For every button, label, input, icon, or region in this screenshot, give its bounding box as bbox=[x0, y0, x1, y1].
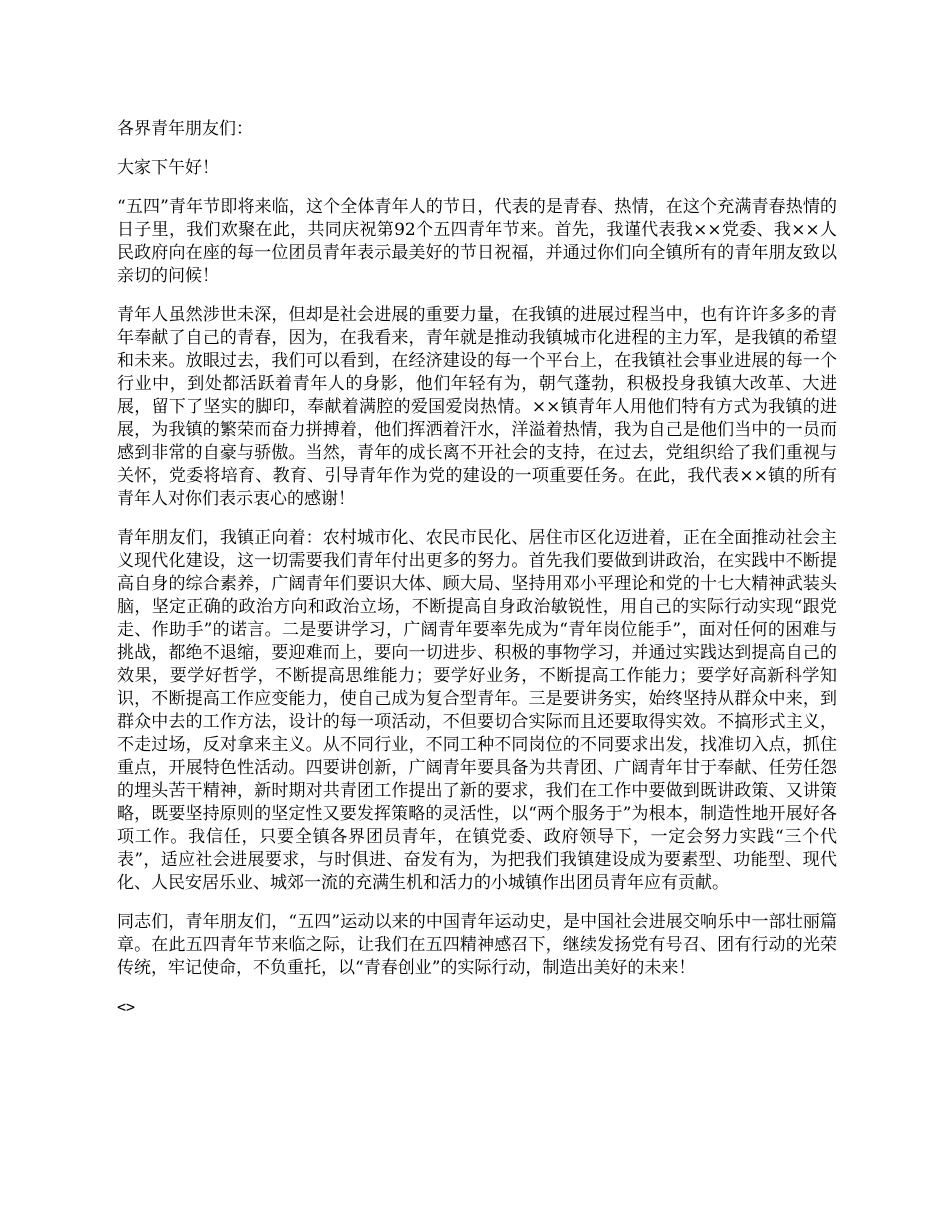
end-mark: <> bbox=[117, 998, 136, 1016]
paragraph-opening: “五四”青年节即将来临，这个全体青年人的节日，代表的是青春、热情，在这个充满青春热情的日子里，我们欢聚在此，共同庆祝第92个五四青年节来。首先，我谨代表我××党委、我××人民政府向在座的每一位团员青年表示最美好的节日祝福，并通过你们向全镇所有的青年朋友致以亲切的问候！ bbox=[117, 197, 837, 286]
greeting: 各界青年朋友们： bbox=[117, 119, 253, 139]
paragraph-four-requirements: 青年朋友们，我镇正向着：农村城市化、农民市民化、居住市区化迈进着，正在全面推动社会主义现代化建设，这一切需要我们青年付出更多的努力。首先我们要做到讲政治，在实践中不断提高自身的综合素养，广阔青年们要识大体、顾大局、坚持用邓小平理论和党的十七大精神武装头脑，坚定正确的政治方向和政治立场，不断提高自身政治敏锐性，用自己的实际行动实现“跟党走、作助手”的诺言。二是要讲学习，广阔青年要率先成为“青年岗位能手”，面对任何的困难与挑战，都绝不退缩，要迎难而上，要向一切进步、积极的事物学习，并通过实践达到提高自己的效果，要学好哲学，不断提高思维能力；要学好业务，不断提高工作能力；要学好高新科学知识，不断提高工作应变能力，使自己成为复合型青年。三是要讲务实，始终坚持从群众中来，到群众中去的工作方法，设计的每一项活动，不但要切合实际而且还要取得实效。不搞形式主义，不走过场，反对拿来主义。从不同行业，不同工种不同岗位的不同要求出发，找准切入点，抓住重点，开展特色性活动。四要讲创新，广阔青年要具备为共青团、广阔青年甘于奉献、任劳任怨的埋头苦干精神，新时期对共青团工作提出了新的要求，我们在工作中要做到既讲政策、又讲策略，既要坚持原则的坚定性又要发挥策略的灵活性，以“两个服务于”为根本，制造性地开展好各项工作。我信任，只要全镇各界团员青年，在镇党委、政府领导下，一定会努力实践“三个代表”，适应社会进展要求，与时俱进、奋发有为，为把我们我镇建设成为要素型、功能型、现代化、人民安居乐业、城郊一流的充满生机和活力的小城镇作出团员青年应有贡献。 bbox=[117, 528, 837, 893]
document-page bbox=[117, 118, 837, 1035]
paragraph-closing: 同志们，青年朋友们，“五四”运动以来的中国青年运动史，是中国社会进展交响乐中一部壮丽篇章。在此五四青年节来临之际，让我们在五四精神感召下，继续发扬党有号召、团有行动的光荣传统，牢记使命，不负重托，以“青春创业”的实际行动，制造出美好的未来！ bbox=[117, 912, 837, 978]
salutation: 大家下午好！ bbox=[117, 158, 219, 178]
paragraph-youth-contribution: 青年人虽然涉世未深，但却是社会进展的重要力量，在我镇的进展过程当中，也有许许多多的青年奉献了自己的青春，因为，在我看来，青年就是推动我镇城市化进程的主力军，是我镇的希望和未来。放眼过去，我们可以看到，在经济建设的每一个平台上，在我镇社会事业进展的每一个行业中，到处都活跃着青年人的身影，他们年轻有为，朝气蓬勃，积极投身我镇大改革、大进展，留下了坚实的脚印，奉献着满腔的爱国爱岗热情。××镇青年人用他们特有方式为我镇的进展，为我镇的繁荣而奋力拼搏着，他们挥洒着汗水，洋溢着热情，我为自己是他们当中的一员而感到非常的自豪与骄傲。当然，青年的成长离不开社会的支持，在过去，党组织给了我们重视与关怀，党委将培育、教育、引导青年作为党的建设的一项重要任务。在此，我代表××镇的所有青年人对你们表示衷心的感谢！ bbox=[117, 305, 837, 509]
